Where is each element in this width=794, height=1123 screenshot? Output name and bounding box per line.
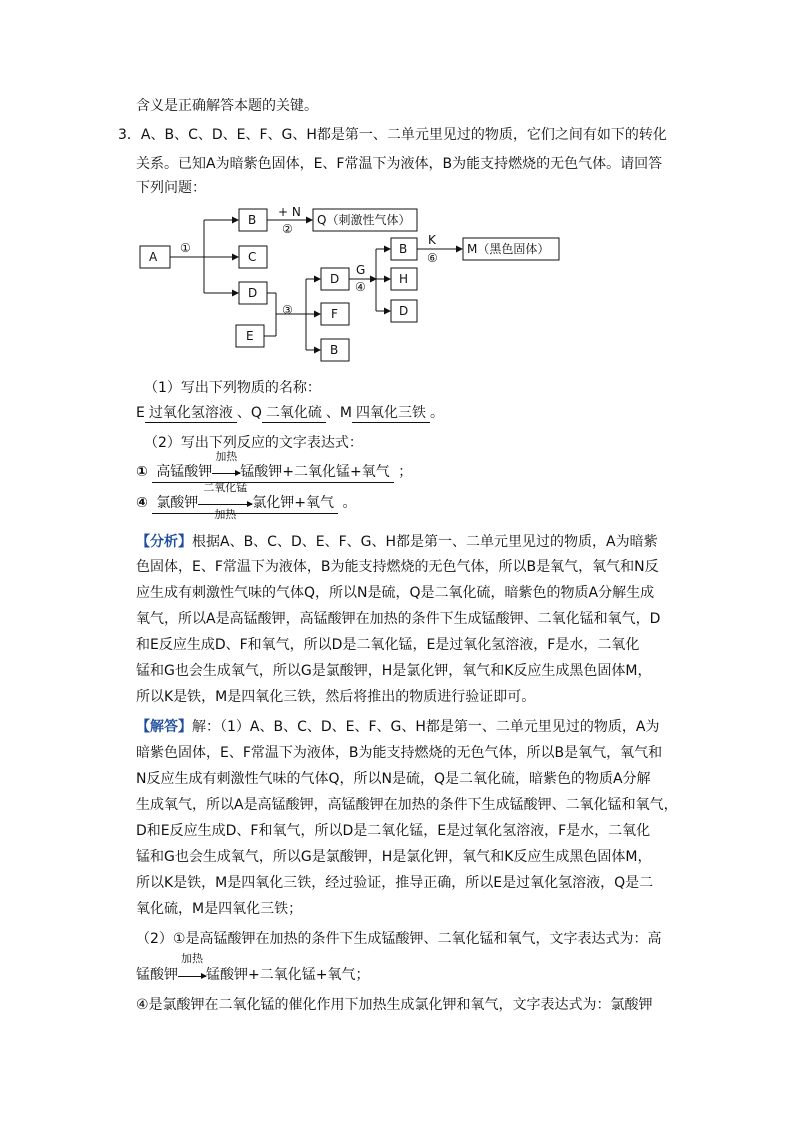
part1-answers [136, 403, 444, 423]
reaction-4-reagent: G [356, 263, 366, 277]
analysis-line-5: 和E反应生成D、F和氧气，所以D是二氧化锰，E是过氧化氢溶液，F是水，二氧化 [136, 637, 640, 653]
r4-right: 氯化钾+氧气 [252, 495, 335, 511]
part1-prompt: （1）写出下列物质的名称： [144, 380, 321, 396]
reaction-1-label: ① [180, 241, 191, 255]
analysis-line-3: 应生成有刺激性气味的气体Q，所以N是硫，Q是二氧化硫，暗紫色的物质A分解生成 [136, 585, 655, 601]
r1-cond-top: 加热 [215, 450, 238, 463]
box-f-label: F [331, 307, 338, 321]
r4-cond-top: 二氧化锰 [203, 481, 248, 494]
reaction-4-label: ④ [355, 280, 366, 294]
e-answer: 过氧化氢溶液 [145, 404, 237, 423]
r4-left: 氯酸钾 [156, 495, 199, 511]
analysis-line-4: 氧气，所以A是高锰酸钾，高锰酸钾在加热的条件下生成锰酸钾、二氧化锰和氧气，D [136, 611, 661, 627]
transformation-diagram [136, 205, 576, 365]
analysis-line-7: 所以K是铁，M是四氧化三铁，然后将推出的物质进行验证即可。 [136, 689, 536, 705]
q-answer: 二氧化硫 [262, 404, 326, 423]
solution-condition-arrow: 加热 [178, 966, 206, 986]
solution-tag: 【解答】 [136, 719, 192, 735]
box-d3-label: D [399, 304, 409, 318]
reaction-2-label: ② [282, 222, 293, 236]
r1-right: 锰酸钾+二氧化锰+氧气 [240, 464, 390, 480]
solution-line-4: 生成氧气，所以A是高锰酸钾，高锰酸钾在加热的条件下生成锰酸钾、二氧化锰和氧气， [136, 797, 678, 813]
box-b1-label: B [248, 213, 257, 227]
question-number: 3． [118, 127, 141, 143]
r4-end: 。 [342, 495, 357, 511]
box-e-label: E [246, 329, 254, 343]
box-h-label: H [399, 272, 409, 286]
diagram-svg [136, 205, 576, 365]
m-answer: 四氧化三铁 [352, 404, 430, 423]
reaction-6-reagent: K [428, 233, 436, 247]
analysis-line-2: 色固体，E、F常温下为液体，B为能支持燃烧的无色气体，所以B是氧气，氧气和N反 [136, 559, 659, 575]
solution-part2-line-2: 锰酸钾 加热 锰酸钾+二氧化锰+氧气； [136, 965, 369, 986]
box-d1-label: D [248, 286, 258, 300]
solution-line-1: 【解答】解：（1）A、B、C、D、E、F、G、H都是第一、二单元里见过的物质，A为 [136, 719, 660, 735]
reaction-4-num: ④ [136, 495, 148, 511]
r1-condition-arrow [212, 450, 240, 482]
reaction-2-reagent: + N [278, 205, 301, 219]
reaction-6-label: ⑥ [427, 251, 438, 265]
sep-m: 、M [325, 405, 352, 421]
box-c-label: C [248, 250, 257, 264]
box-a-label: A [149, 250, 158, 264]
solution-part2-line-3: ④是氯酸钾在二氧化锰的催化作用下加热生成氯化钾和氧气，文字表达式为：氯酸钾 [136, 997, 653, 1013]
r1-end: ； [398, 464, 413, 480]
reaction-1-answer [152, 450, 393, 483]
solution-part2-line-1: （2）①是高锰酸钾在加热的条件下生成锰酸钾、二氧化锰和氧气，文字表达式为：高 [136, 931, 662, 947]
reaction-4-answer [152, 481, 338, 521]
r1-left: 高锰酸钾 [156, 464, 213, 480]
reaction-3-label: ③ [282, 303, 293, 317]
r4-cond-bot: 加热 [214, 508, 237, 521]
reaction-1-num: ① [136, 464, 148, 480]
r4-condition-arrow [198, 481, 252, 521]
solution-line-2: 暗紫色固体，E、F常温下为液体，B为能支持燃烧的无色气体，所以B是氧气，氧气和 [136, 745, 663, 761]
sep-q: 、Q [236, 405, 262, 421]
part2-prompt: （2）写出下列反应的文字表达式： [144, 435, 363, 451]
box-m-label: M（黑色固体） [467, 242, 550, 256]
question-text-1: A、B、C、D、E、F、G、H都是第一、二单元里见过的物质，它们之间有如下的转化 [140, 127, 667, 143]
box-q-label: Q（刺激性气体） [317, 213, 411, 227]
solution-line-6: 锰和G也会生成氧气，所以G是氯酸钾，H是氯化钾，氧气和K反应生成黑色固体M， [136, 849, 652, 865]
solution-line-8: 氧化硫，M是四氧化三铁； [136, 901, 303, 917]
question-line-2: 关系。已知A为暗紫色固体，E、F常温下为液体，B为能支持燃烧的无色气体。请回答 [136, 156, 663, 172]
solution-line-3: N反应生成有刺激性气味的气体Q，所以N是硫，Q是二氧化硫，暗紫色的物质A分解 [136, 771, 651, 787]
analysis-line-6: 锰和G也会生成氧气，所以G是氯酸钾，H是氯化钾，氧气和K反应生成黑色固体M， [136, 663, 652, 679]
question-line-1 [118, 125, 667, 145]
reaction-4-expression [136, 481, 357, 521]
solution-line-5: D和E反应生成D、F和氧气，所以D是二氧化锰，E是过氧化氢溶液，F是水，二氧化 [136, 823, 651, 839]
part1-end: 。 [429, 405, 444, 421]
box-b3-label: B [399, 242, 408, 256]
analysis-tag: 【分析】 [136, 534, 192, 550]
box-d2-label: D [330, 272, 340, 286]
top-line: 含义是正确解答本题的关键。 [136, 98, 318, 114]
e-label: E [136, 405, 145, 421]
question-line-3: 下列问题： [136, 180, 206, 196]
solution-line-7: 所以K是铁，M是四氧化三铁，经过验证，推导正确，所以E是过氧化氢溶液，Q是二 [136, 875, 654, 891]
box-b2-label: B [330, 343, 339, 357]
analysis-line-1: 【分析】根据A、B、C、D、E、F、G、H都是第一、二单元里见过的物质，A为暗紫 [136, 534, 658, 550]
reaction-1-expression [136, 450, 413, 483]
